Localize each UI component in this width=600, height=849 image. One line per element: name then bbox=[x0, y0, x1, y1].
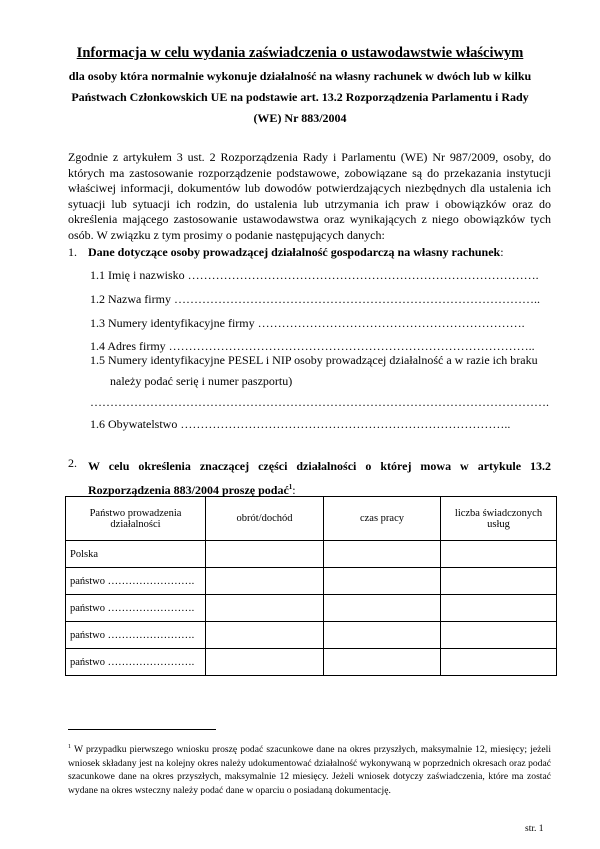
table-cell-country[interactable]: państwo ……………………. bbox=[66, 649, 206, 676]
footnote-divider bbox=[68, 729, 216, 730]
table-header-services: liczba świadczonych usług bbox=[441, 497, 557, 541]
section-heading-text: W celu określenia znaczącej części działalności o której mowa w artykule 13.2 Rozporządzenia 883/2004 proszę podać bbox=[88, 459, 551, 497]
field-company-address[interactable]: 1.4 Adres firmy ……………………………………………………………………………….. bbox=[90, 339, 535, 353]
table-row bbox=[66, 622, 557, 649]
table-cell[interactable] bbox=[441, 649, 557, 676]
intro-paragraph: Zgodnie z artykułem 3 ust. 2 Rozporządzenia Rady i Parlamentu (WE) Nr 987/2009, osoby, do których ma zastosowanie rozporządzenie podstawowe, zobowiązane są do przekazania instytucji właściwej informacji, dokumentów lub dowodów potwierdzających niezbędnych dla ustalenia ich sytuacji lub sytuacji ich rodzin, do ustalenia lub utrzymania ich praw i obowiązków oraz do określenia mającego zastosowanie ustawodawstwa oraz wynikających z niego obowiązków tych osób. W związku z tym prosimy o podanie następujących danych: bbox=[68, 150, 551, 242]
table-header-country: Państwo prowadzenia działalności bbox=[66, 497, 206, 541]
activity-table bbox=[65, 496, 557, 676]
subtitle-line: Państwach Członkowskich UE na podstawie art. 13.2 Rozporządzenia Parlamentu i Rady bbox=[71, 90, 529, 104]
page-number: str. 1 bbox=[525, 824, 544, 834]
field-pesel-nip-entry[interactable]: ……………………………………………………………………………………………………. bbox=[90, 395, 549, 409]
footnote-text: W przypadku pierwszego wniosku proszę podać szacunkowe dane na okres przyszłych, maksymalnie 12, miesięcy; jeżeli wniosek składany jest na kolejny okres należy udokumentować działalność wykonywaną w poprzednich okresach oraz podać szacunkowe dane na okres przyszłych, maksymalnie 12 miesięcy. Jeżeli wniosek dotyczy zaświadczenia, które ma zostać wydane na okres wsteczny należy podać dane w oparciu o posiadaną dokumentację. bbox=[68, 744, 551, 796]
table-cell[interactable] bbox=[324, 622, 441, 649]
section-heading bbox=[88, 456, 551, 501]
field-company-name[interactable]: 1.2 Nazwa firmy ……………………………………………………………………………….. bbox=[90, 292, 540, 306]
field-pesel-nip-note: należy podać serię i numer paszportu) bbox=[110, 374, 293, 388]
table-header-work-time: czas pracy bbox=[324, 497, 441, 541]
table-cell[interactable] bbox=[441, 568, 557, 595]
section-number: 1. bbox=[68, 245, 77, 259]
table-cell-country[interactable]: państwo ……………………. bbox=[66, 568, 206, 595]
table-row bbox=[66, 595, 557, 622]
document-subtitle bbox=[50, 66, 550, 129]
subtitle-line: dla osoby która normalnie wykonuje działalność na własny rachunek w dwóch lub w kilku bbox=[68, 69, 532, 83]
table-header-row bbox=[66, 497, 557, 541]
table-cell[interactable] bbox=[324, 649, 441, 676]
table-cell[interactable] bbox=[324, 541, 441, 568]
table-cell[interactable] bbox=[324, 568, 441, 595]
table-cell[interactable] bbox=[206, 541, 324, 568]
table-row bbox=[66, 649, 557, 676]
table-cell[interactable] bbox=[441, 595, 557, 622]
table-cell[interactable] bbox=[206, 622, 324, 649]
table-cell[interactable] bbox=[206, 649, 324, 676]
table-cell-country: Polska bbox=[66, 541, 206, 568]
section-heading-suffix: : bbox=[292, 483, 296, 497]
field-company-ids[interactable]: 1.3 Numery identyfikacyjne firmy …………………………………………………………. bbox=[90, 316, 525, 330]
section-heading-suffix: : bbox=[500, 245, 504, 259]
footnote-marker: 1 bbox=[68, 744, 71, 750]
table-cell[interactable] bbox=[206, 595, 324, 622]
footnote bbox=[68, 741, 551, 797]
document-title: Informacja w celu wydania zaświadczenia o ustawodawstwie właściwym bbox=[76, 45, 524, 61]
section-heading-text: Dane dotyczące osoby prowadzącej działalność gospodarczą na własny rachunek bbox=[88, 245, 501, 259]
field-citizenship[interactable]: 1.6 Obywatelstwo ……………………………………………………………………….. bbox=[90, 417, 511, 431]
table-cell[interactable] bbox=[441, 541, 557, 568]
table-cell[interactable] bbox=[324, 595, 441, 622]
table-cell-country[interactable]: państwo ……………………. bbox=[66, 622, 206, 649]
field-name[interactable]: 1.1 Imię i nazwisko ……………………………………………………………………………. bbox=[90, 268, 539, 282]
subtitle-line: (WE) Nr 883/2004 bbox=[253, 111, 347, 125]
section-number: 2. bbox=[68, 456, 77, 470]
table-row bbox=[66, 541, 557, 568]
table-cell[interactable] bbox=[206, 568, 324, 595]
table-row bbox=[66, 568, 557, 595]
table-cell[interactable] bbox=[441, 622, 557, 649]
field-pesel-nip[interactable]: 1.5 Numery identyfikacyjne PESEL i NIP osoby prowadzącej działalność a w razie ich braku bbox=[90, 353, 538, 367]
footnote-reference[interactable]: 1 bbox=[288, 483, 293, 491]
table-header-revenue: obrót/dochód bbox=[206, 497, 324, 541]
table-cell-country[interactable]: państwo ……………………. bbox=[66, 595, 206, 622]
section-heading bbox=[88, 245, 504, 260]
